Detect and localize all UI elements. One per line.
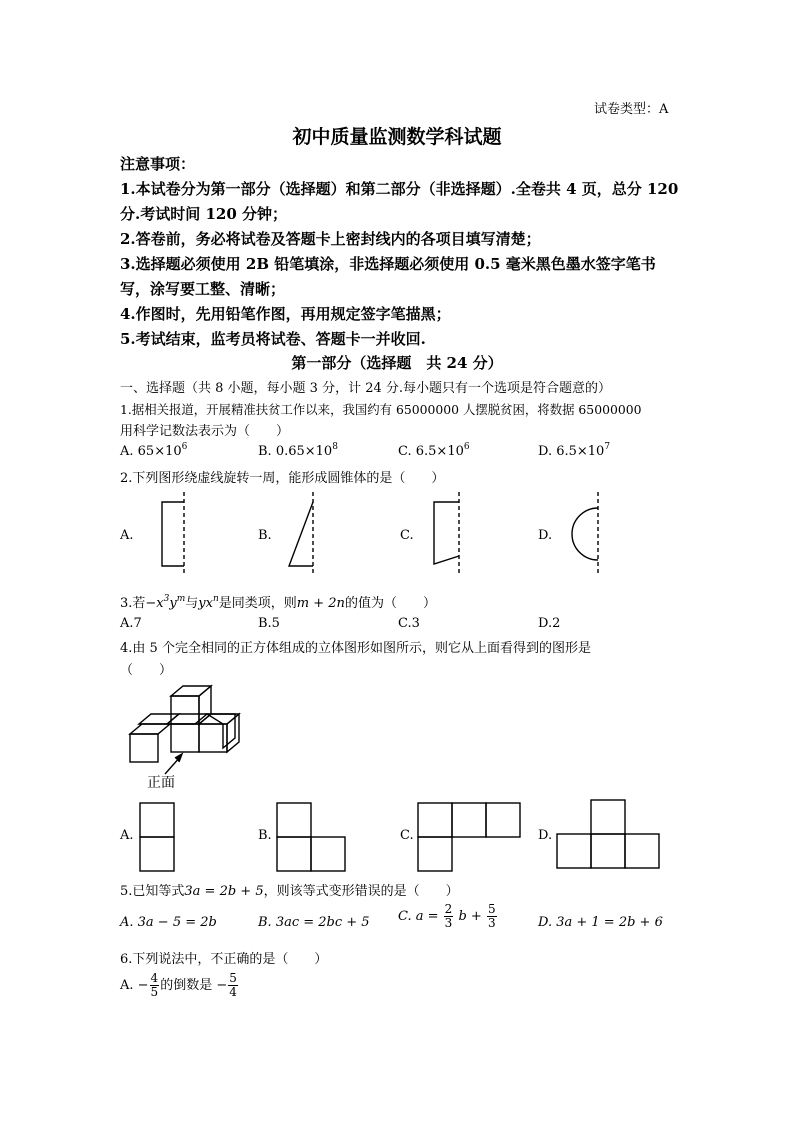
q4-stem-line2: （ ）	[120, 663, 173, 678]
q4-figure-d	[552, 797, 667, 877]
q2-figure-d	[560, 490, 610, 580]
q5-option-c: C. a = $\frac{2}{3}$ b + $\frac{5}{3}$	[398, 902, 496, 930]
q2-figure-c	[425, 490, 475, 580]
q4-option-c-label: C.	[400, 828, 414, 843]
q1-option-c: C. $6.5\times 10^6$	[398, 442, 470, 459]
q3-option-b: B.5	[258, 616, 280, 631]
q4-option-b-label: B.	[258, 828, 272, 843]
q6-option-a: A. − $\frac{4}{5}$ 的倒数是 − $\frac{5}{4}$	[120, 971, 237, 999]
note-line: 1.本试卷分为第一部分（选择题）和第二部分（非选择题）.全卷共 4 页，总分 120	[120, 180, 679, 198]
note-line: 写，涂写要工整、清晰；	[120, 280, 286, 298]
q3-option-a: A.7	[120, 616, 142, 631]
paper-type: 试卷类型：A	[594, 102, 669, 117]
q2-option-a-label: A.	[120, 528, 134, 543]
q2-option-c-label: C.	[400, 528, 414, 543]
q5-option-b: B. 3ac = 2bc + 5	[258, 915, 370, 930]
page-title: 初中质量监测数学科试题	[292, 126, 502, 148]
q5-stem: 5.已知等式3a = 2b + 5，则该等式变形错误的是（ ）	[120, 884, 459, 899]
q1-option-d: D. $6.5\times 10^7$	[538, 442, 611, 459]
section-heading: 一、选择题（共 8 小题，每小题 3 分，计 24 分.每小题只有一个选项是符合题意的）	[120, 381, 612, 396]
q4-cube-figure	[125, 680, 250, 780]
note-line: 4.作图时，先用铅笔作图，再用规定签字笔描黑；	[120, 305, 451, 323]
note-line: 2.答卷前，务必将试卷及答题卡上密封线内的各项目填写清楚；	[120, 230, 541, 248]
q2-figure-b	[280, 490, 330, 580]
q1-option-b: B. $0.65\times 10^8$	[258, 442, 338, 459]
q1-option-a: A. $65\times 10^6$	[120, 442, 188, 459]
q4-option-d-label: D.	[538, 828, 553, 843]
q1-stem-line1: 1.据相关报道，开展精准扶贫工作以来，我国约有 65000000 人摆脱贫困，将数据 65000000	[120, 402, 642, 417]
q4-figure-b	[272, 800, 352, 880]
note-line: 分.考试时间 120 分钟；	[120, 205, 287, 223]
q3-option-c: C.3	[398, 616, 420, 631]
q4-figure-a	[135, 800, 180, 880]
q5-option-a: A. 3a − 5 = 2b	[120, 915, 217, 930]
q2-figure-a	[150, 490, 200, 580]
q4-stem-line1: 4.由 5 个完全相同的正方体组成的立体图形如图所示，则它从上面看得到的图形是	[120, 641, 591, 656]
front-view-label: 正面	[147, 775, 175, 791]
q2-stem: 2.下列图形绕虚线旋转一周，能形成圆锥体的是（ ）	[120, 471, 445, 486]
q3-stem: 3.若$-x^3y^m$与$yx^n$是同类项，则m + 2n的值为（ ）	[120, 594, 436, 611]
q5-option-d: D. 3a + 1 = 2b + 6	[538, 915, 663, 930]
notes-heading: 注意事项：	[120, 155, 196, 173]
q6-stem: 6.下列说法中，不正确的是（ ）	[120, 952, 328, 967]
note-line: 5.考试结束，监考员将试卷、答题卡一并收回.	[120, 330, 426, 348]
q4-option-a-label: A.	[120, 828, 134, 843]
q1-stem-line2: 用科学记数法表示为（ ）	[120, 424, 290, 439]
q2-option-b-label: B.	[258, 528, 272, 543]
q4-figure-c	[413, 800, 528, 880]
note-line: 3.选择题必须使用 2B 铅笔填涂，非选择题必须使用 0.5 毫米黑色墨水签字笔书	[120, 255, 656, 273]
part1-heading: 第一部分（选择题 共 24 分）	[291, 354, 503, 372]
q3-option-d: D.2	[538, 616, 561, 631]
q2-option-d-label: D.	[538, 528, 553, 543]
